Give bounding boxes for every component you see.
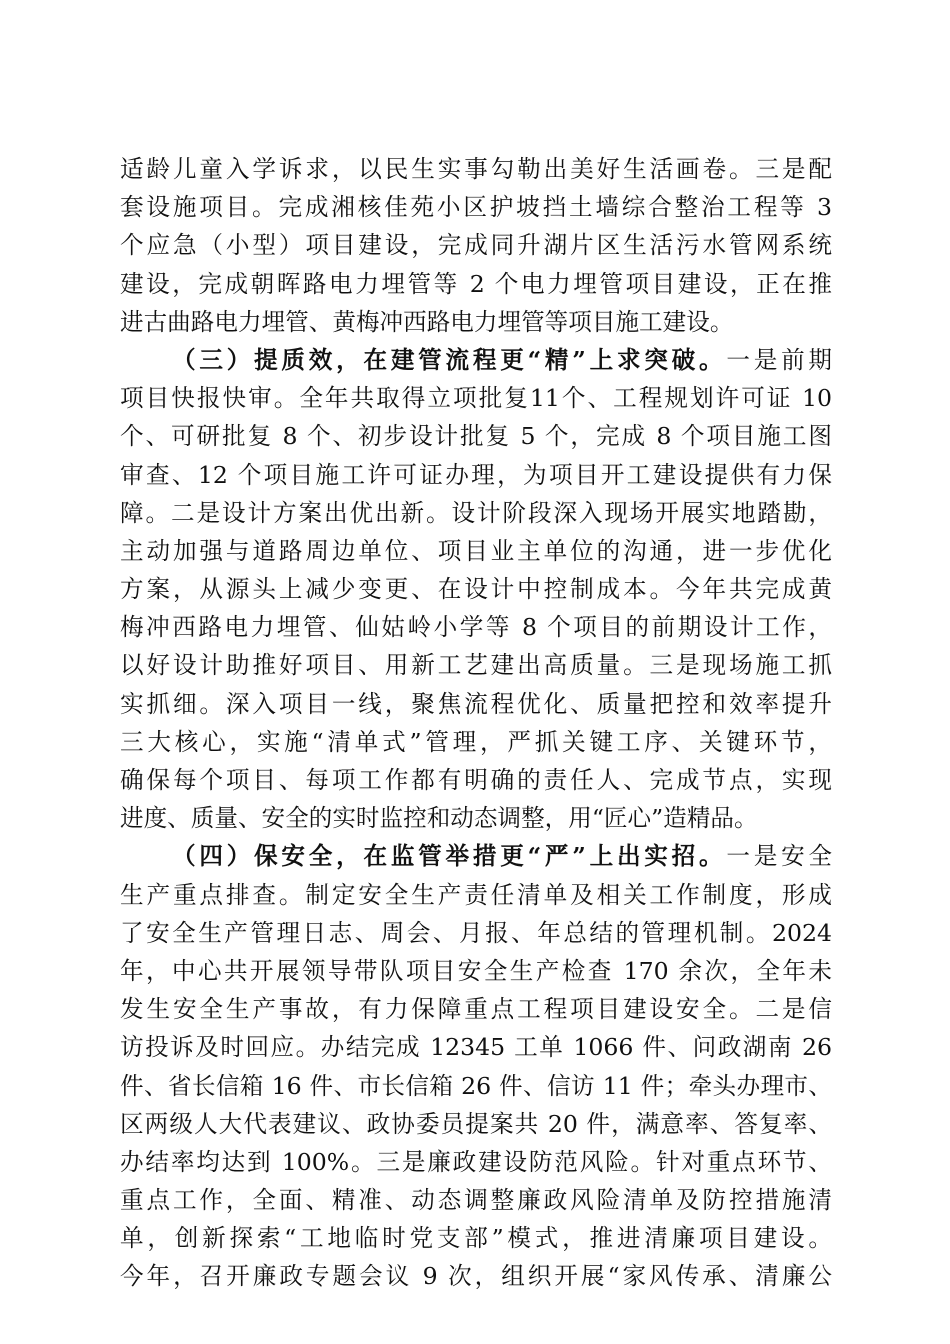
- text-line: 发生安全生产事故，有力保障重点工程项目建设安全。二是信: [120, 995, 832, 1024]
- text-line: 了安全生产管理日志、周会、月报、年总结的管理机制。2024: [120, 918, 832, 947]
- document-body: [120, 150, 832, 1296]
- text-line-first: [120, 341, 832, 379]
- paragraph-2: [120, 341, 832, 837]
- text-line: 年，中心共开展领导带队项目安全生产检查 170 余次，全年未: [120, 956, 832, 985]
- text-span: 一是前期: [726, 345, 833, 374]
- text-line: 生产重点排查。制定安全生产责任清单及相关工作制度，形成: [120, 880, 832, 909]
- text-line: 以好设计助推好项目、用新工艺建出高质量。三是现场施工抓: [120, 651, 832, 680]
- text-line: 适龄儿童入学诉求，以民生实事勾勒出美好生活画卷。三是配: [120, 155, 832, 183]
- text-line: 确保每个项目、每项工作都有明确的责任人、完成节点，实现: [120, 766, 832, 794]
- text-line: 访投诉及时回应。办结完成 12345 工单 1066 件、问政湖南 26: [120, 1033, 832, 1062]
- text-line: 实抓细。深入项目一线，聚焦流程优化、质量把控和效率提升: [120, 689, 832, 718]
- text-line: 区两级人大代表建议、政协委员提案共 20 件，满意率、答复率、: [120, 1109, 832, 1138]
- text-line: 项目快报快审。全年共取得立项批复11个、工程规划许可证 10: [120, 384, 832, 413]
- text-line-first: [120, 837, 832, 875]
- text-line: 建设，完成朝晖路电力埋管等 2 个电力埋管项目建设，正在推: [120, 269, 832, 298]
- paragraph-3: [120, 837, 832, 1295]
- section-heading-3: （三）提质效，在建管流程更“精”上求突破。: [172, 345, 727, 374]
- text-line: 梅冲西路电力埋管、仙姑岭小学等 8 个项目的前期设计工作，: [120, 613, 832, 642]
- text-line: 主动加强与道路周边单位、项目业主单位的沟通，进一步优化: [120, 536, 832, 565]
- text-line: 个、可研批复 8 个、初步设计批复 5 个，完成 8 个项目施工图: [120, 422, 832, 451]
- text-line: 进古曲路电力埋管、黄梅冲西路电力埋管等项目施工建设。: [120, 307, 734, 336]
- text-line: 今年，召开廉政专题会议 9 次，组织开展“家风传承、清廉公: [120, 1262, 832, 1291]
- text-line: 件、省长信箱 16 件、市长信箱 26 件、信访 11 件；牵头办理市、: [120, 1071, 832, 1100]
- text-line: 障。二是设计方案出优出新。设计阶段深入现场开展实地踏勘，: [120, 498, 832, 527]
- text-line: 三大核心，实施“清单式”管理，严抓关键工序、关键环节，: [120, 727, 832, 756]
- text-line: 审查、12 个项目施工许可证办理，为项目开工建设提供有力保: [120, 460, 832, 489]
- text-span: 一是安全: [726, 842, 833, 871]
- text-line: 办结率均达到 100%。三是廉政建设防范风险。针对重点环节、: [120, 1147, 832, 1176]
- text-line: 套设施项目。完成湘核佳苑小区护坡挡土墙综合整治工程等 3: [120, 193, 832, 222]
- text-line: 单，创新探索“工地临时党支部”模式，推进清廉项目建设。: [120, 1224, 832, 1253]
- section-heading-4: （四）保安全，在监管举措更“严”上出实招。: [172, 842, 727, 871]
- text-line: 方案，从源头上减少变更、在设计中控制成本。今年共完成黄: [120, 575, 832, 604]
- paragraph-1: [120, 150, 832, 341]
- text-line: 个应急（小型）项目建设，完成同升湖片区生活污水管网系统: [120, 231, 832, 260]
- text-line: 重点工作，全面、精准、动态调整廉政风险清单及防控措施清: [120, 1186, 832, 1215]
- text-line: 进度、质量、安全的实时监控和动态调整，用“匠心”造精品。: [120, 804, 758, 833]
